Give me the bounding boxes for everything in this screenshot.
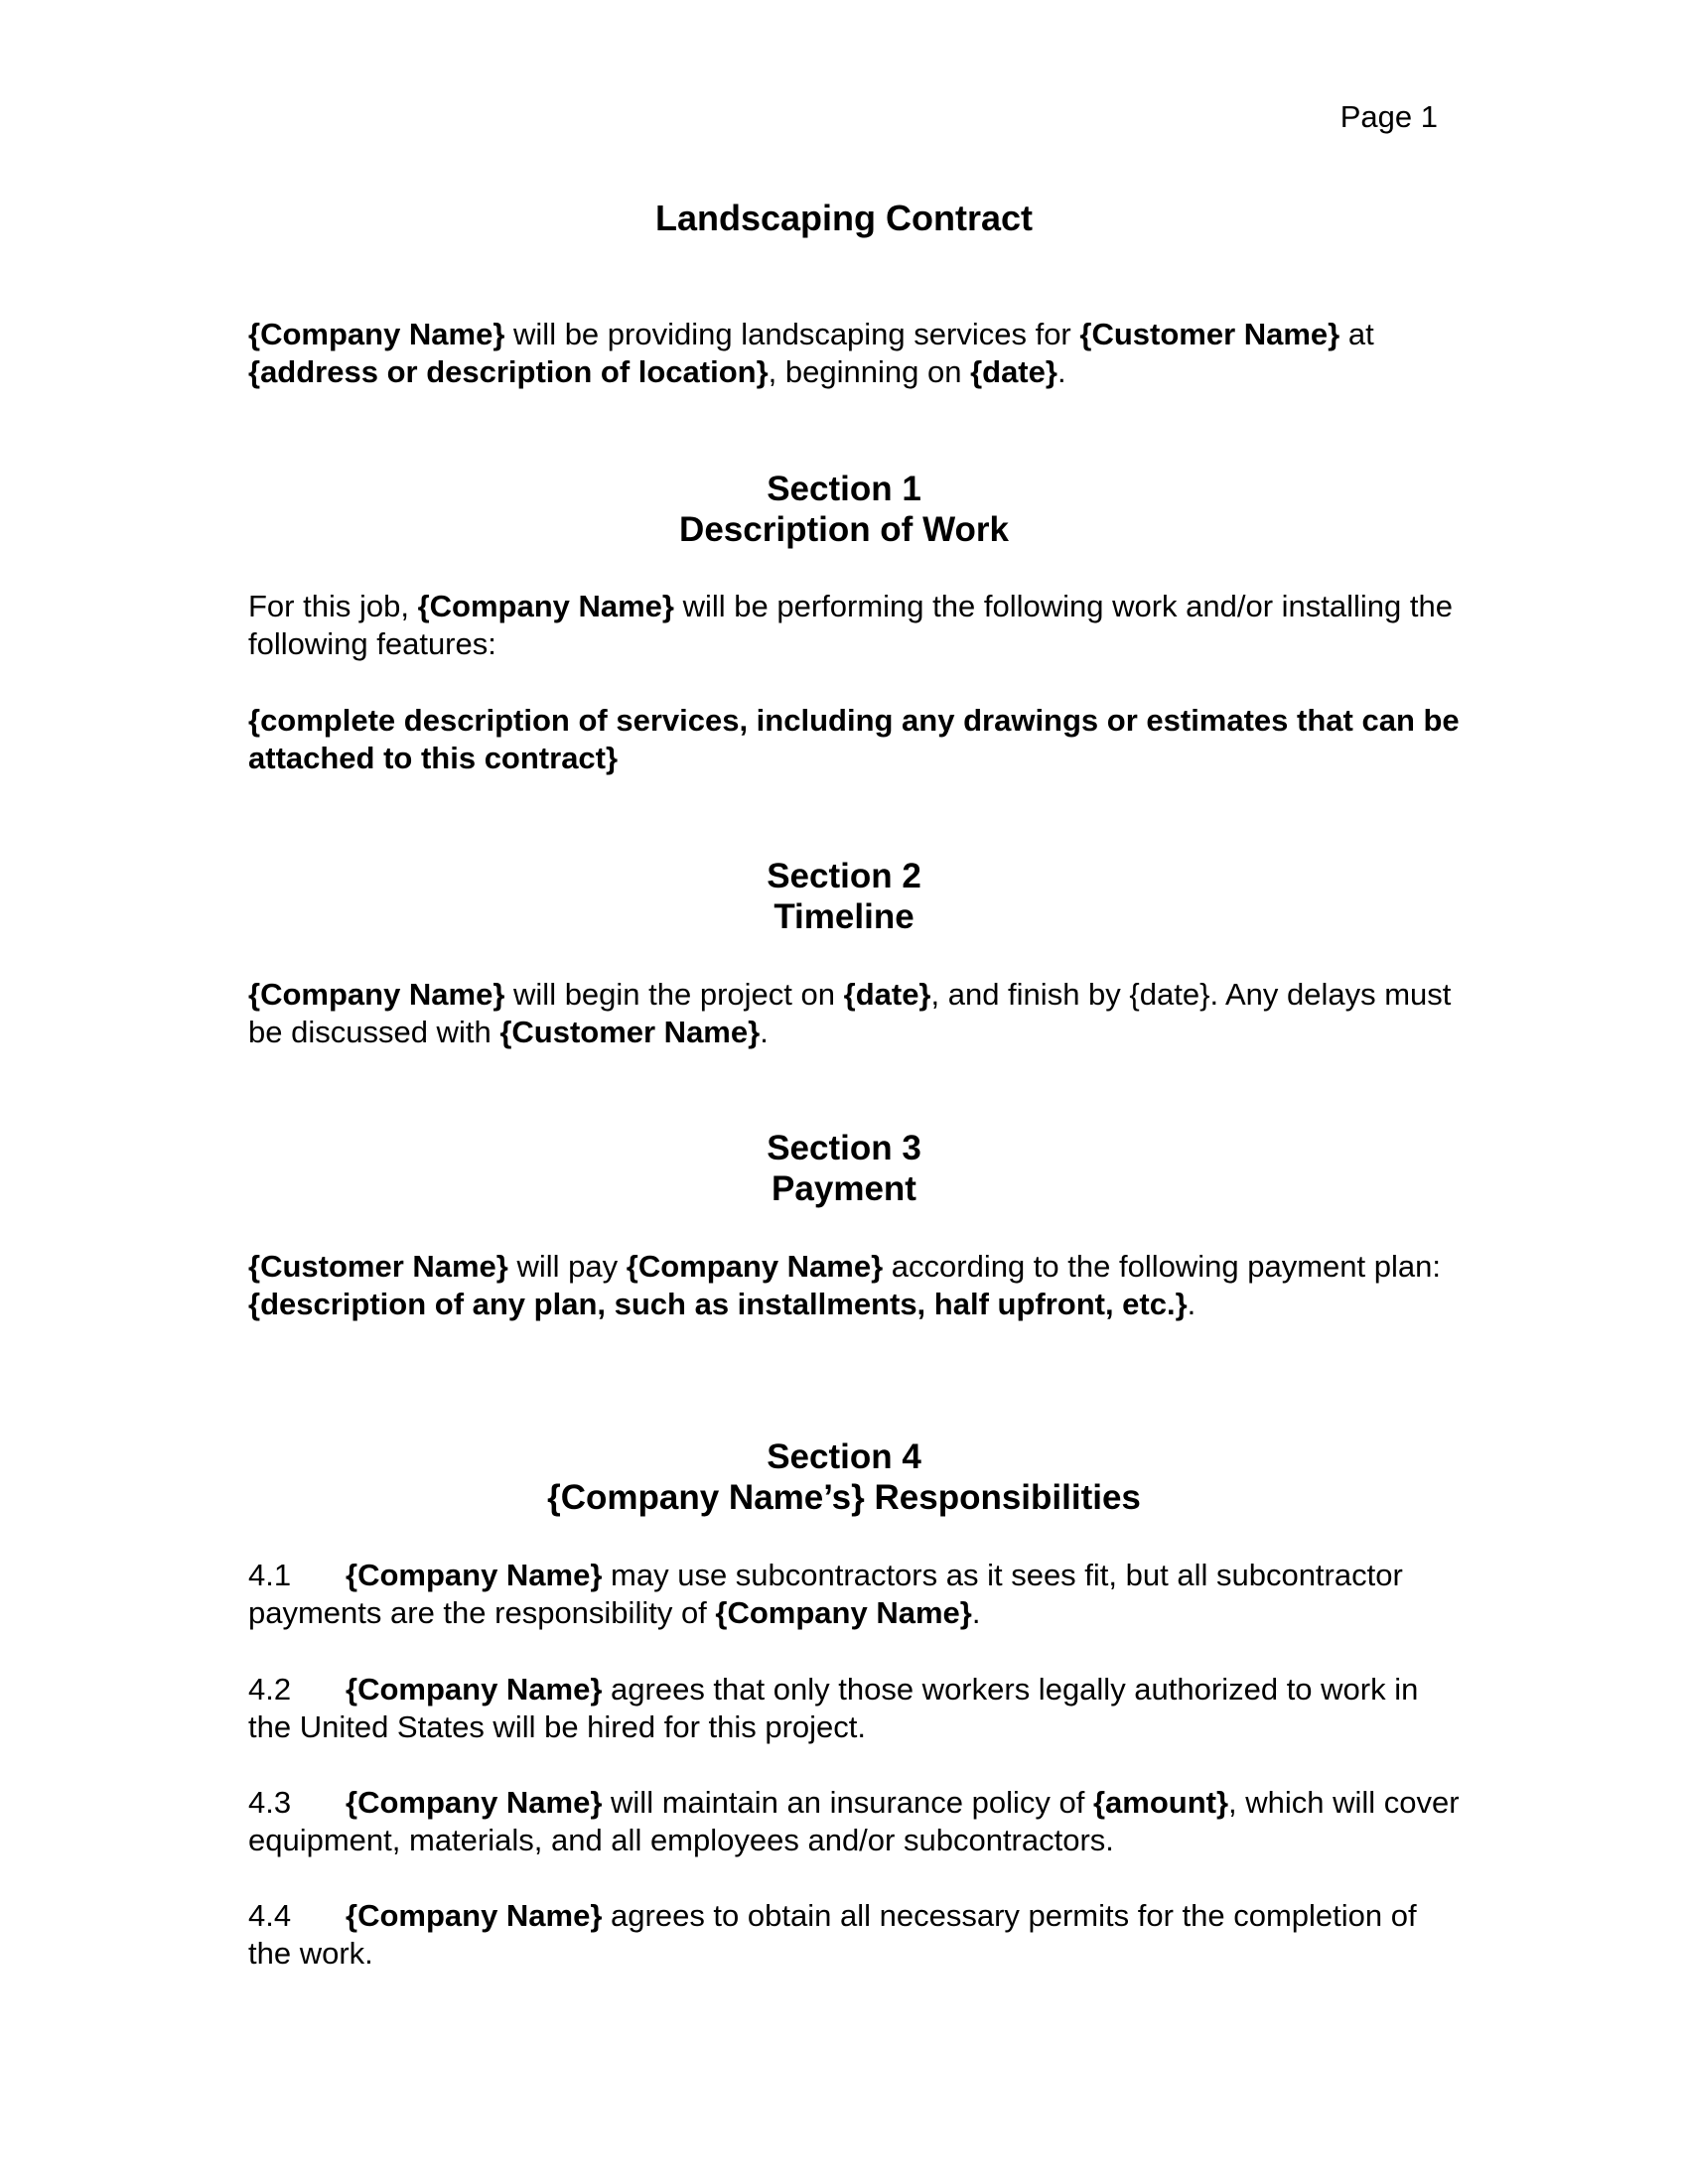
company-name-placeholder: {Company Name} [346,1558,603,1592]
section-4-title: {Company Name’s} Responsibilities [547,1478,1141,1517]
clause-number: 4.4 [248,1898,292,1933]
payment-plan-placeholder: {description of any plan, such as installments, half upfront, etc.} [248,1287,1188,1321]
company-name-placeholder: {Company Name} [248,977,505,1012]
location-placeholder: {address or description of location} [248,354,769,389]
page-number: Page 1 [1339,99,1438,134]
section-3-title: Payment [772,1169,916,1208]
clause-number: 4.3 [248,1785,292,1820]
clause-4-1: 4.1 {Company Name} may use subcontractors as it sees fit, but all subcontractor payments are the responsibility of {Company Name}. [248,1558,1403,1630]
section-2-heading [0,856,1688,937]
customer-name-placeholder: {Customer Name} [248,1249,508,1284]
customer-name-placeholder: {Customer Name} [499,1015,761,1049]
clause-4-2: 4.2 {Company Name} agrees that only those workers legally authorized to work in the United States will be hired for this project. [248,1672,1419,1744]
clause-4-4: 4.4 {Company Name} agrees to obtain all necessary permits for the completion of the work. [248,1898,1417,1971]
clause-4-3: 4.3 {Company Name} will maintain an insurance policy of {amount}, which will cover equipment, materials, and all employees and/or subcontractors. [248,1785,1460,1857]
section-4-heading [0,1436,1688,1518]
document-title: Landscaping Contract [654,198,1034,238]
date-placeholder: {date} [970,354,1057,389]
section-4-number: Section 4 [767,1437,921,1476]
section-3-heading [0,1128,1688,1209]
section-1-heading [0,469,1688,550]
intro-paragraph: {Company Name} will be providing landscaping services for {Customer Name} at {address or description of location}, beginning on {date}. [248,317,1374,389]
section-3-paragraph: {Customer Name} will pay {Company Name} according to the following payment plan: {description of any plan, such as installments, half upfront, etc.}. [248,1249,1441,1321]
company-name-placeholder: {Company Name} [626,1249,884,1284]
section-1-paragraph: For this job, {Company Name} will be performing the following work and/or installing the following features: [248,589,1453,661]
clause-number: 4.2 [248,1672,292,1706]
date-placeholder: {date} [843,977,931,1012]
company-name-placeholder: {Company Name} [248,317,505,351]
company-name-placeholder: {Company Name} [346,1898,603,1933]
company-name-placeholder: {Company Name} [417,589,674,623]
clause-number: 4.1 [248,1558,292,1592]
company-name-placeholder: {Company Name} [715,1595,972,1630]
section-1-number: Section 1 [767,470,921,508]
section-1-title: Description of Work [679,510,1009,549]
section-3-number: Section 3 [767,1129,921,1167]
section-2-paragraph: {Company Name} will begin the project on {date}, and finish by {date}. Any delays must be discussed with {Customer Name}. [248,977,1452,1049]
customer-name-placeholder: {Customer Name} [1079,317,1340,351]
company-name-placeholder: {Company Name} [346,1785,603,1820]
amount-placeholder: {amount} [1092,1785,1229,1820]
section-2-title: Timeline [774,897,914,936]
section-2-number: Section 2 [767,857,921,895]
company-name-placeholder: {Company Name} [346,1672,603,1706]
services-description-placeholder: {complete description of services, including any drawings or estimates that can be attached to this contract} [248,703,1460,775]
